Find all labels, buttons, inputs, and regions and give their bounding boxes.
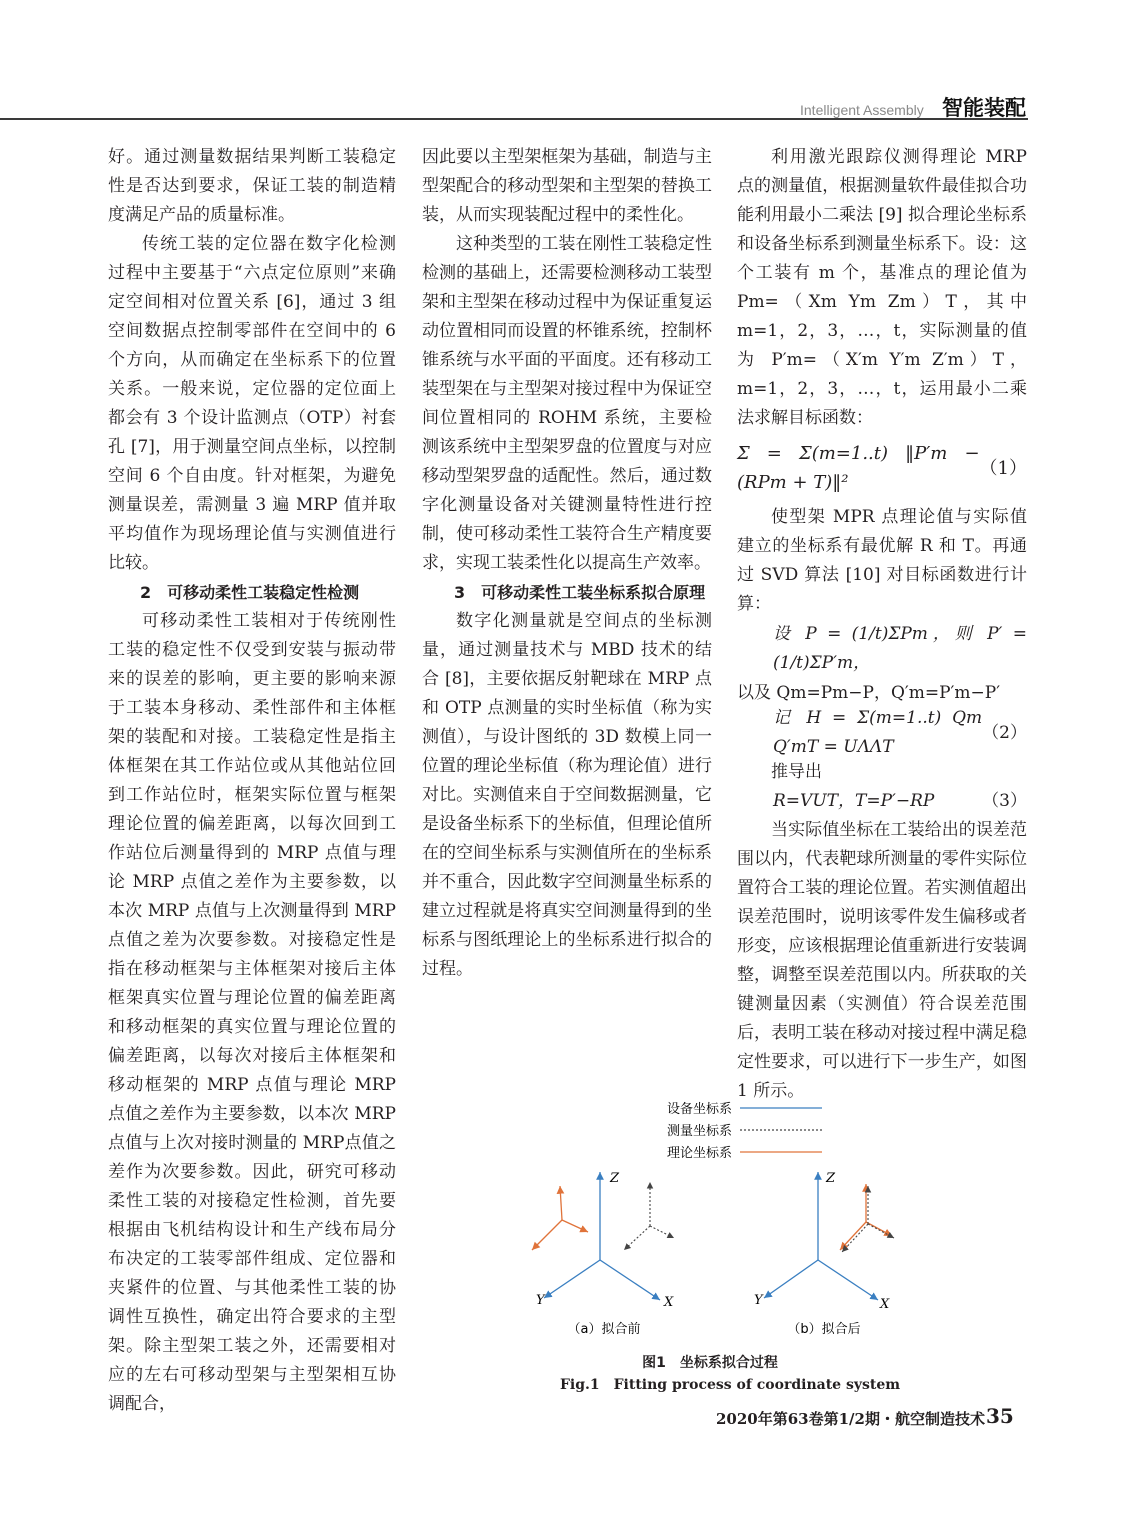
theory-axes-b [840,1184,892,1250]
section-heading: 3 可移动柔性工装坐标系拟合原理 [454,583,706,602]
equation-3 [737,787,1027,816]
page-number: 35 [986,1404,1014,1428]
paragraph: 利用激光跟踪仪测得理论 MRP 点的测量值，根据测量软件最佳拟合功能利用最小二乘法 [9] 拟合理论坐标系和设备坐标系到测量坐标系下。设：这个工装有 m 个，基准点的理论值为 Pm=（Xm Ym Zm）T，其中 m=1，2，3，…，t，实际测量的值为 P′m=（X′m Y′m Z′m）T，m=1，2，3，…，t，运用最小二乘法求解目标函数： [737,147,1027,428]
equation-body: 设 P = (1/t)ΣPm，则 P′ = (1/t)ΣP′m， [773,624,1027,673]
paragraph: 使型架 MPR 点理论值与实际值建立的坐标系有最优解 R 和 T。再通过 SVD 算法 [10] 对目标函数进行计算： [737,507,1027,614]
device-axes-b [764,1172,878,1300]
equation-number: （3） [982,791,1027,811]
header-rule [0,118,1028,120]
paragraph: 传统工装的定位器在数字化检测过程中主要基于“六点定位原则”来确定空间相对位置关系 [6]，通过 3 组空间数据点控制零部件在空间中的 6 个方向，从而确定在坐标系下的位置关系。一般来说，定位器的定位面上都会有 3 个设计监测点（OTP）衬套孔 [7]，用于测量空间点坐标，以控制空间 6 个自由度。针对框架，为避免测量误差，需测量 3 遍 MRP 值并取平均值作为现场理论值与实测值进行比较。 [108,234,396,573]
equation-2 [737,708,1027,758]
equation-q: 以及 Qm=Pm−P，Q′m=P′m−P′ [737,683,1001,703]
equation-number: （1） [979,457,1027,479]
figure-title-en: Fig.1 Fitting process of coordinate system [559,1377,901,1393]
derive-label: 推导出 [771,762,822,782]
paragraph: 因此要以主型架框架为基础，制造与主型架配合的移动型架和主型架的替换工装，从而实现装配过程中的柔性化。 [422,147,712,225]
footer-journal: 2020年第63卷第1/2期・航空制造技术 [716,1410,985,1428]
equation-number: （2） [982,722,1027,743]
header-chinese: 智能装配 [942,96,1026,120]
measure-axes-a [624,1182,674,1250]
equation-body: 记 H = Σ(m=1..t) Qm Q′mT = UΛΛT [773,708,983,757]
theory-axes-a [532,1186,588,1250]
equation-1 [737,433,1027,503]
device-axes-a [544,1172,660,1300]
column-3 [737,143,1027,1106]
column-2 [422,143,712,984]
section-heading: 2 可移动柔性工装稳定性检测 [140,583,360,602]
header-english: Intelligent Assembly [800,102,924,118]
equation-body: Σ = Σ(m=1..t) ‖P′m − (RPm + T)‖² [737,443,980,493]
paragraph: 可移动柔性工装相对于传统刚性工装的稳定性不仅受到安装与振动带来的误差的影响，更主要的影响来源于工装本身移动、柔性部件和主体框架的装配和对接。工装稳定性是指主体框架在其工作站位或从其他站位回到工作站位时，框架实际位置与框架理论位置的偏差距离，以每次回到工作站位后测量得到的 MRP 点值与理论 MRP 点值之差作为主要参数，以本次 MRP 点值与上次测量得到 MRP 点值之差为次要参数。对接稳定性是指在移动框架与主体框架对接后主体框架真实位置与理论位置的偏差距离和移动框架的真实位置与理论位置的偏差距离，以每次对接后主体框架和移动框架的 MRP 点值与理论 MRP 点值之差作为主要参数，以本次 MRP 点值与上次对接时测量的 MRP点值之差作为次要参数。因此，研究可移动柔性工装的对接稳定性检测，首先要根据由飞机结构设计和生产线布局分布决定的工装零部件组成、定位器和夹紧件的位置、与其他柔性工装的协调性互换性，确定出符合要求的主型架。除主型架工装之外，还需要相对应的左右可移动型架与主型架相互协调配合， [108,611,396,1414]
axis-z-label: Z [826,1171,836,1186]
axis-y-label: Y [536,1293,545,1308]
equation-body: R=VUT，T=P′−RP [773,791,935,811]
legend-device-label: 设备坐标系 [666,1102,732,1117]
paragraph: 数字化测量就是空间点的坐标测量，通过测量技术与 MBD 技术的结合 [8]，主要依据反射靶球在 MRP 点和 OTP 点测量的实时坐标值（称为实测值），与设计图纸的 3D 数模上同一位置的理论坐标值（称为理论值）进行对比。实测值来自于空间数据测量，它是设备坐标系下的坐标值，但理论值所在的空间坐标系与实测值所在的坐标系并不重合，因此数字空间测量坐标系的建立过程就是将真实空间测量得到的坐标系与图纸理论上的坐标系进行拟合的过程。 [422,611,712,979]
paragraph: 好。通过测量数据结果判断工装稳定性是否达到要求，保证工装的制造精度满足产品的质量标准。 [108,147,396,225]
subcaption-b: （b）拟合后 [787,1322,861,1337]
subcaption-a: （a）拟合前 [567,1322,641,1337]
paragraph: 这种类型的工装在刚性工装稳定性检测的基础上，还需要检测移动工装型架和主型架在移动过程中为保证重复运动位置相同而设置的杯锥系统，控制杯锥系统与水平面的平面度。还有移动工装型架在与主型架对接过程中为保证空间位置相同的 ROHM 系统，主要检测该系统中主型架罗盘的位置度与对应移动型架罗盘的适配性。然后，通过数字化测量设备对关键测量特性进行控制，使可移动柔性工装符合生产精度要求，实现工装柔性化以提高生产效率。 [422,234,712,573]
equation-mean [737,619,1027,679]
figure-title-cn: 图1 坐标系拟合过程 [642,1355,778,1371]
axis-y-label: Y [754,1293,763,1308]
axis-x-label: X [664,1295,674,1310]
axis-x-label: X [880,1297,890,1312]
legend-theory-label: 理论坐标系 [666,1146,732,1161]
column-1 [108,143,396,1419]
measure-axes-b [842,1186,894,1252]
legend-measure-label: 测量坐标系 [666,1124,732,1139]
axis-z-label: Z [610,1171,620,1186]
paragraph: 当实际值坐标在工装给出的误差范围以内，代表靶球所测量的零件实际位置符合工装的理论位置。若实测值超出误差范围时，说明该零件发生偏移或者形变，应该根据理论值重新进行安装调整，调整至误差范围以内。所获取的关键测量因素（实测值）符合误差范围后，表明工装在移动对接过程中满足稳定性要求，可以进行下一步生产，如图 1 所示。 [737,820,1027,1101]
